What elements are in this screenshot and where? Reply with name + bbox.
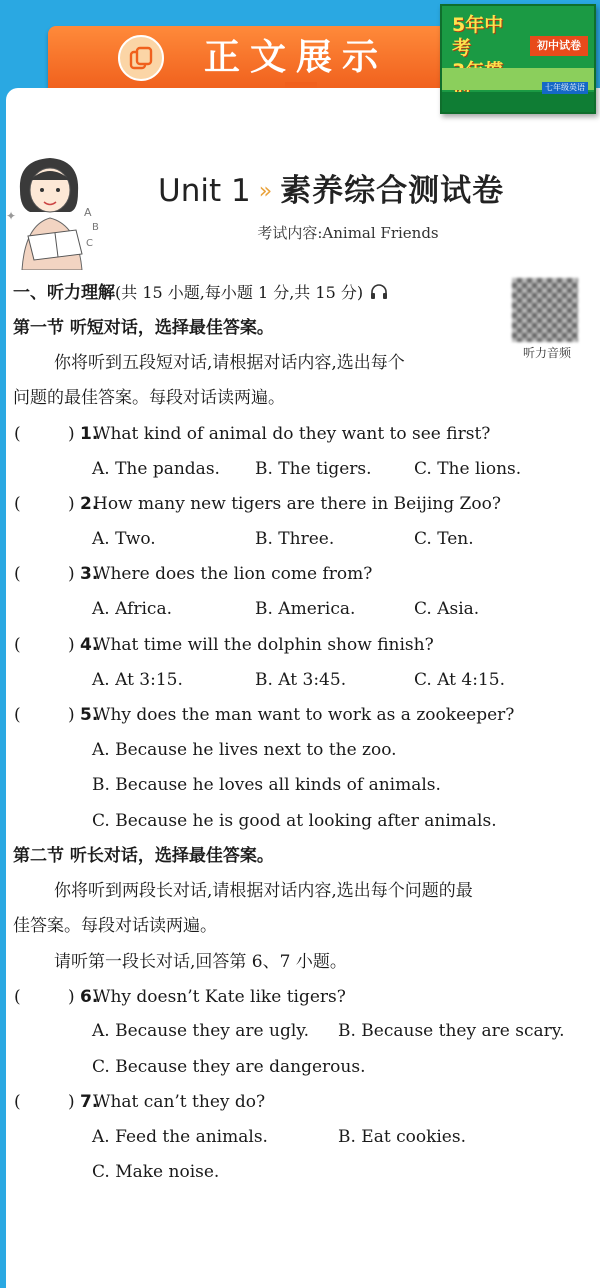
question-row: ( ) 1. What kind of animal do they want to see first? — [14, 424, 491, 444]
option-b: B. The tigers. — [255, 459, 372, 479]
option-b: B. Because they are scary. — [338, 1021, 565, 1041]
option-b: B. At 3:45. — [255, 670, 347, 690]
svg-text:C: C — [86, 238, 93, 249]
question-row: ( ) 4. What time will the dolphin show finish? — [14, 635, 434, 655]
document-icon — [118, 35, 164, 81]
svg-text:B: B — [92, 222, 99, 233]
option-a: A. Because they are ugly. — [92, 1021, 310, 1041]
option-b: B. America. — [255, 599, 356, 619]
option-b: B. Three. — [255, 529, 335, 549]
headphone-icon — [369, 283, 389, 308]
question-row: ( ) 7. What can’t they do? — [14, 1092, 266, 1112]
section-heading: 一、听力理解(共 15 小题,每小题 1 分,共 15 分) — [13, 281, 389, 308]
option-a: A. Because he lives next to the zoo. — [92, 740, 397, 760]
part1-intro-2: 问题的最佳答案。每段对话读两遍。 — [13, 388, 285, 408]
question-row: ( ) 5. Why does the man want to work as a zookeeper? — [14, 705, 515, 725]
option-a: A. Africa. — [92, 599, 172, 619]
dialog1-instruction: 请听第一段长对话,回答第 6、7 小题。 — [54, 952, 347, 972]
option-a: A. At 3:15. — [92, 670, 183, 690]
book-cover — [440, 4, 596, 114]
option-c: C. At 4:15. — [414, 670, 506, 690]
part1-title: 第一节 听短对话，选择最佳答案。 — [13, 318, 274, 338]
reading-girl-illustration — [0, 150, 110, 270]
option-a: A. The pandas. — [92, 459, 220, 479]
part2-intro-2: 佳答案。每段对话读两遍。 — [13, 916, 217, 936]
question-row: ( ) 6. Why doesn’t Kate like tigers? — [14, 987, 346, 1007]
book-grade-label: 七年级英语 — [542, 82, 588, 94]
qr-code[interactable] — [512, 278, 578, 342]
option-c: C. Because they are dangerous. — [92, 1057, 366, 1077]
option-c: C. Ten. — [414, 529, 474, 549]
section-banner — [48, 26, 450, 90]
question-row: ( ) 3. Where does the lion come from? — [14, 564, 373, 584]
option-b: B. Because he loves all kinds of animals. — [92, 775, 441, 795]
book-tag: 初中试卷 — [530, 36, 588, 56]
option-b: B. Eat cookies. — [338, 1127, 466, 1147]
option-a: A. Two. — [92, 529, 156, 549]
exam-content-subtitle: 考试内容:Animal Friends — [257, 224, 439, 242]
svg-text:A: A — [84, 206, 92, 219]
option-c: C. Make noise. — [92, 1162, 220, 1182]
book-brand: 5年中考 — [452, 14, 504, 59]
option-c: C. The lions. — [414, 459, 522, 479]
part1-intro-1: 你将听到五段短对话,请根据对话内容,选出每个 — [54, 353, 405, 373]
qr-label: 听力音频 — [522, 346, 571, 360]
part2-intro-1: 你将听到两段长对话,请根据对话内容,选出每个问题的最 — [54, 881, 473, 901]
option-c: C. Asia. — [414, 599, 480, 619]
part2-title: 第二节 听长对话，选择最佳答案。 — [13, 846, 274, 866]
banner-title: 正文展示 — [204, 37, 389, 78]
svg-text:✦: ✦ — [6, 209, 17, 223]
question-row: ( ) 2. How many new tigers are there in Beijing Zoo? — [14, 494, 501, 514]
page-title: Unit 1 » 素养综合测试卷 — [158, 173, 505, 209]
option-c: C. Because he is good at looking after animals. — [92, 811, 497, 831]
option-a: A. Feed the animals. — [92, 1127, 268, 1147]
